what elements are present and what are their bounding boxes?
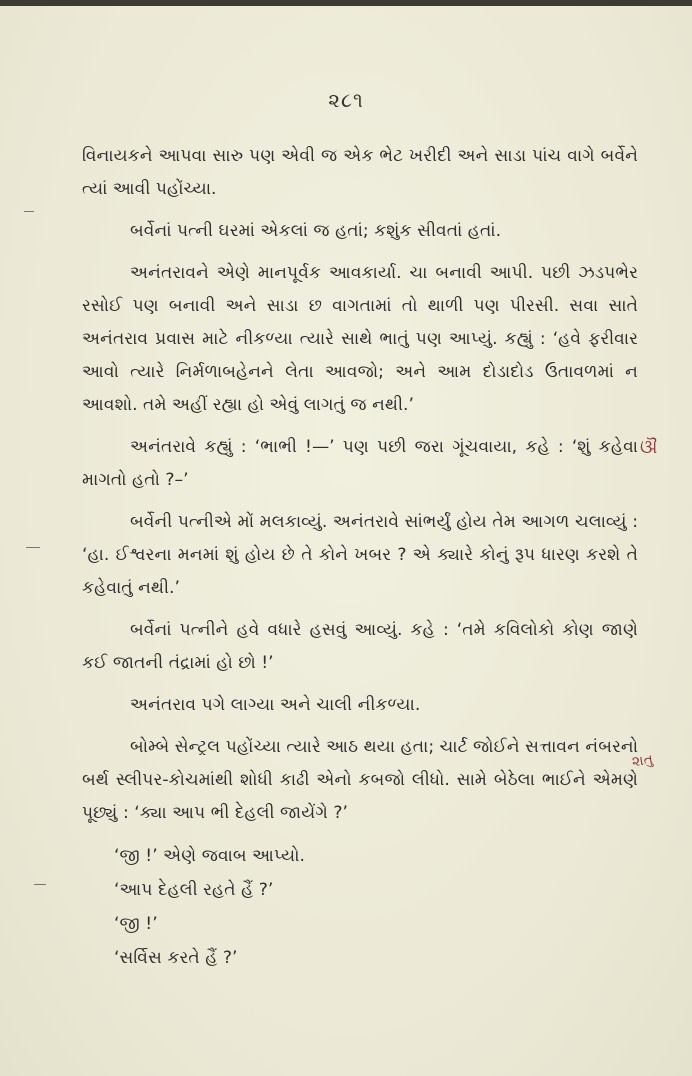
dialogue-line-2: ‘આપ દેહલી રહતે હૈં ?’ — [114, 880, 274, 900]
dialogue-line-1: ‘જી !’ એણે જવાબ આપ્યો. — [114, 846, 306, 866]
body-text — [82, 140, 638, 975]
margin-tick — [26, 547, 40, 548]
paragraph-4: અનંતરાવે કહ્યું : ‘ભાભી !—’ પણ પછી જરા ગૂંચવાયા, કહે : ‘શું કહેવા માગતો હતો ?–’ — [82, 437, 638, 490]
page-top-edge — [0, 0, 692, 6]
margin-circle-mark: ଔ — [640, 437, 658, 458]
margin-tick — [34, 884, 46, 885]
margin-handwritten-note: ૨ાતુ — [630, 751, 654, 771]
paragraph-8: બોમ્બે સેન્ટ્રલ પહોંચ્યા ત્યારે આઠ થયા હતા; ચાર્ટ જોઈને સત્તાવન નંબરનો બર્થ સ્લીપર-કોચમાંથી શોધી કાઢી એનો કબજો લીધો. સામે બેઠેલા ભાઈને એમણે પૂછ્યું : ‘ક્યા આપ ભી દેહલી જાયેંગે ?’ — [82, 737, 638, 823]
paragraph-2: બર્વેનાં પત્ની ઘરમાં એકલાં જ હતાં; કશુંક સીવતાં હતાં. — [130, 221, 502, 241]
paragraph-5: બર્વેની પત્નીએ મોં મલકાવ્યું. અનંતરાવે સાંભર્યું હોય તેમ આગળ ચલાવ્યું : ‘હા. ઈશ્વરના મનમાં શું હોય છે તે કોને ખબર ? એ ક્યારે કોનું રૂપ ધારણ કરશે તે કહેવાતું નથી.’ — [82, 512, 638, 598]
paragraph-1: વિનાયકને આપવા સારુ પણ એવી જ એક ભેટ ખરીદી અને સાડા પાંચ વાગે બર્વેને ત્યાં આવી પહોંચ્યા. — [82, 146, 638, 199]
paragraph-7: અનંતરાવ પગે લાગ્યા અને ચાલી નીકળ્યા. — [130, 695, 421, 715]
paragraph-6: બર્વેનાં પત્નીને હવે વધારે હસવું આવ્યું. કહે : ‘તમે કવિલોકો કોણ જાણે કઈ જાતની તંદ્રામાં હો છો !’ — [82, 620, 638, 673]
dialogue-line-4: ‘સર્વિસ કરતે હૈં ?’ — [114, 948, 238, 968]
margin-tick — [24, 211, 34, 212]
paragraph-3: અનંતરાવને એણે માનપૂર્વક આવકાર્યા. ચા બનાવી આપી. પછી ઝડપભેર રસોઈ પણ બનાવી અને સાડા છ વાગતામાં તો થાળી પણ પીરસી. સવા સાતે અનંતરાવ પ્રવાસ માટે નીકળ્યા ત્યારે સાથે ભાતું પણ આપ્યું. કહ્યું : ‘હવે ફરીવાર આવો ત્યારે નિર્મળાબહેનને લેતા આવજો; અને આમ દોડાદોડ ઉતાવળમાં ન આવશો. તમે અહીં રહ્યા હો એવું લાગતું જ નથી.’ — [82, 263, 638, 415]
dialogue-line-3: ‘જી !’ — [114, 914, 158, 934]
page-number: ૨૮૧ — [328, 88, 364, 112]
